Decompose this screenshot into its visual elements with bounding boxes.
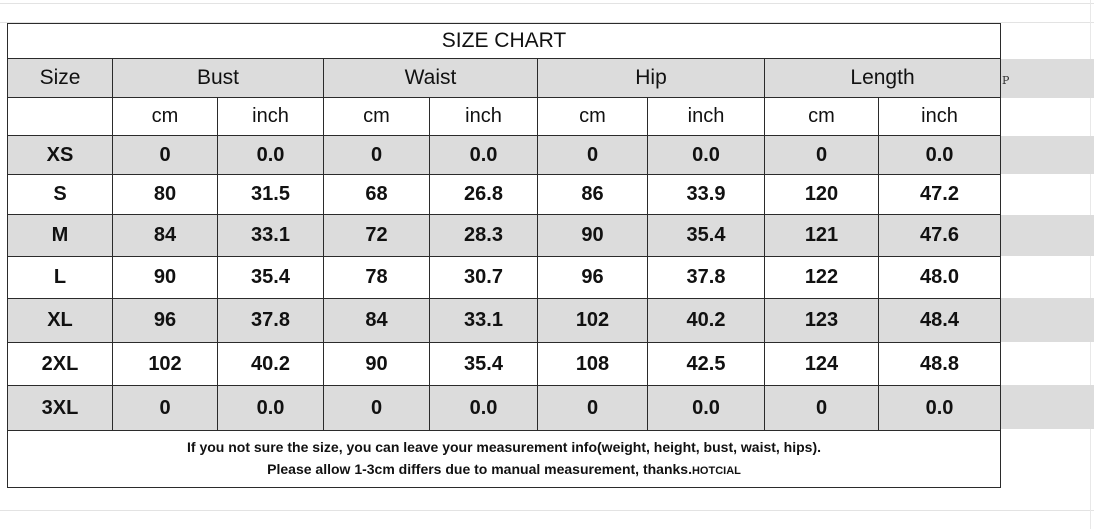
note-line-2: [8, 458, 1000, 482]
table-cell: 40.2: [218, 343, 324, 386]
table-cell: 0.0: [218, 386, 324, 431]
size-label: M: [8, 215, 113, 257]
table-cell: 48.8: [879, 343, 1001, 386]
table-cell: 35.4: [648, 215, 765, 257]
table-cell: 0: [765, 136, 879, 175]
table-cell: 0: [765, 386, 879, 431]
table-cell: 102: [538, 299, 648, 343]
row-band-extension: [1000, 298, 1094, 342]
table-cell: 90: [538, 215, 648, 257]
table-cell: 40.2: [648, 299, 765, 343]
group-header-length: Length: [765, 59, 1001, 98]
table-cell: 80: [113, 175, 218, 215]
row-band-extension: [1000, 385, 1094, 429]
table-cell: 0: [324, 136, 430, 175]
measurement-note: [8, 431, 1001, 488]
table-cell: 102: [113, 343, 218, 386]
table-cell: 37.8: [648, 257, 765, 299]
table-cell: 48.4: [879, 299, 1001, 343]
table-cell: 96: [538, 257, 648, 299]
table-cell: 108: [538, 343, 648, 386]
table-cell: 35.4: [430, 343, 538, 386]
table-row: [8, 215, 1001, 257]
size-chart-table: [7, 23, 1001, 488]
table-cell: 0: [538, 386, 648, 431]
table-cell: 122: [765, 257, 879, 299]
brand-watermark: HOTCIAL: [691, 465, 741, 477]
table-row: [8, 136, 1001, 175]
table-cell: 28.3: [430, 215, 538, 257]
unit-header: cm: [538, 98, 648, 136]
note-line-1: If you not sure the size, you can leave your measurement info(weight, height, bust, waist, hips).: [187, 439, 822, 455]
row-band-extension: [1000, 136, 1094, 174]
unit-header: inch: [218, 98, 324, 136]
table-cell: 0.0: [648, 136, 765, 175]
table-row: [8, 386, 1001, 431]
table-cell: 33.1: [430, 299, 538, 343]
table-row: [8, 343, 1001, 386]
grid-line: [0, 510, 1094, 511]
size-label: 2XL: [8, 343, 113, 386]
table-cell: 26.8: [430, 175, 538, 215]
table-cell: 86: [538, 175, 648, 215]
row-band-extension: [1000, 215, 1094, 256]
table-cell: 84: [324, 299, 430, 343]
table-cell: 120: [765, 175, 879, 215]
unit-header: inch: [430, 98, 538, 136]
unit-header: cm: [113, 98, 218, 136]
table-cell: 84: [113, 215, 218, 257]
table-cell: 124: [765, 343, 879, 386]
group-header-hip: Hip: [538, 59, 765, 98]
table-cell: 33.9: [648, 175, 765, 215]
table-cell: 72: [324, 215, 430, 257]
table-cell: 78: [324, 257, 430, 299]
size-label: 3XL: [8, 386, 113, 431]
unit-header: inch: [879, 98, 1001, 136]
table-cell: 0: [538, 136, 648, 175]
unit-header-blank: [8, 98, 113, 136]
table-cell: 42.5: [648, 343, 765, 386]
size-column-header: Size: [8, 59, 113, 98]
size-label: S: [8, 175, 113, 215]
table-cell: 0.0: [430, 136, 538, 175]
group-header-row: [8, 59, 1001, 98]
table-cell: 68: [324, 175, 430, 215]
table-cell: 47.6: [879, 215, 1001, 257]
table-cell: 33.1: [218, 215, 324, 257]
table-row: [8, 257, 1001, 299]
header-band-extension: [1000, 59, 1094, 98]
table-cell: 31.5: [218, 175, 324, 215]
grid-line: [0, 3, 1094, 4]
chart-title: SIZE CHART: [8, 24, 1001, 59]
table-cell: 0.0: [218, 136, 324, 175]
table-cell: 0: [113, 136, 218, 175]
table-cell: 47.2: [879, 175, 1001, 215]
unit-header: inch: [648, 98, 765, 136]
table-cell: 90: [324, 343, 430, 386]
unit-header: cm: [765, 98, 879, 136]
table-cell: 123: [765, 299, 879, 343]
unit-header: cm: [324, 98, 430, 136]
table-cell: 96: [113, 299, 218, 343]
table-cell: 0.0: [879, 386, 1001, 431]
table-cell: 121: [765, 215, 879, 257]
size-label: XS: [8, 136, 113, 175]
table-cell: 37.8: [218, 299, 324, 343]
table-cell: 0.0: [430, 386, 538, 431]
table-cell: 48.0: [879, 257, 1001, 299]
table-cell: 35.4: [218, 257, 324, 299]
table-row: [8, 299, 1001, 343]
table-cell: 90: [113, 257, 218, 299]
group-header-bust: Bust: [113, 59, 324, 98]
table-cell: 0.0: [879, 136, 1001, 175]
table-cell: 0.0: [648, 386, 765, 431]
size-label: L: [8, 257, 113, 299]
table-row: [8, 175, 1001, 215]
table-cell: 0: [113, 386, 218, 431]
note-line-2-text: Please allow 1-3cm differs due to manual measurement, thanks.: [267, 461, 692, 477]
size-label: XL: [8, 299, 113, 343]
table-cell: 30.7: [430, 257, 538, 299]
table-cell: 0: [324, 386, 430, 431]
side-mark: P: [1002, 74, 1010, 87]
unit-header-row: [8, 98, 1001, 136]
group-header-waist: Waist: [324, 59, 538, 98]
